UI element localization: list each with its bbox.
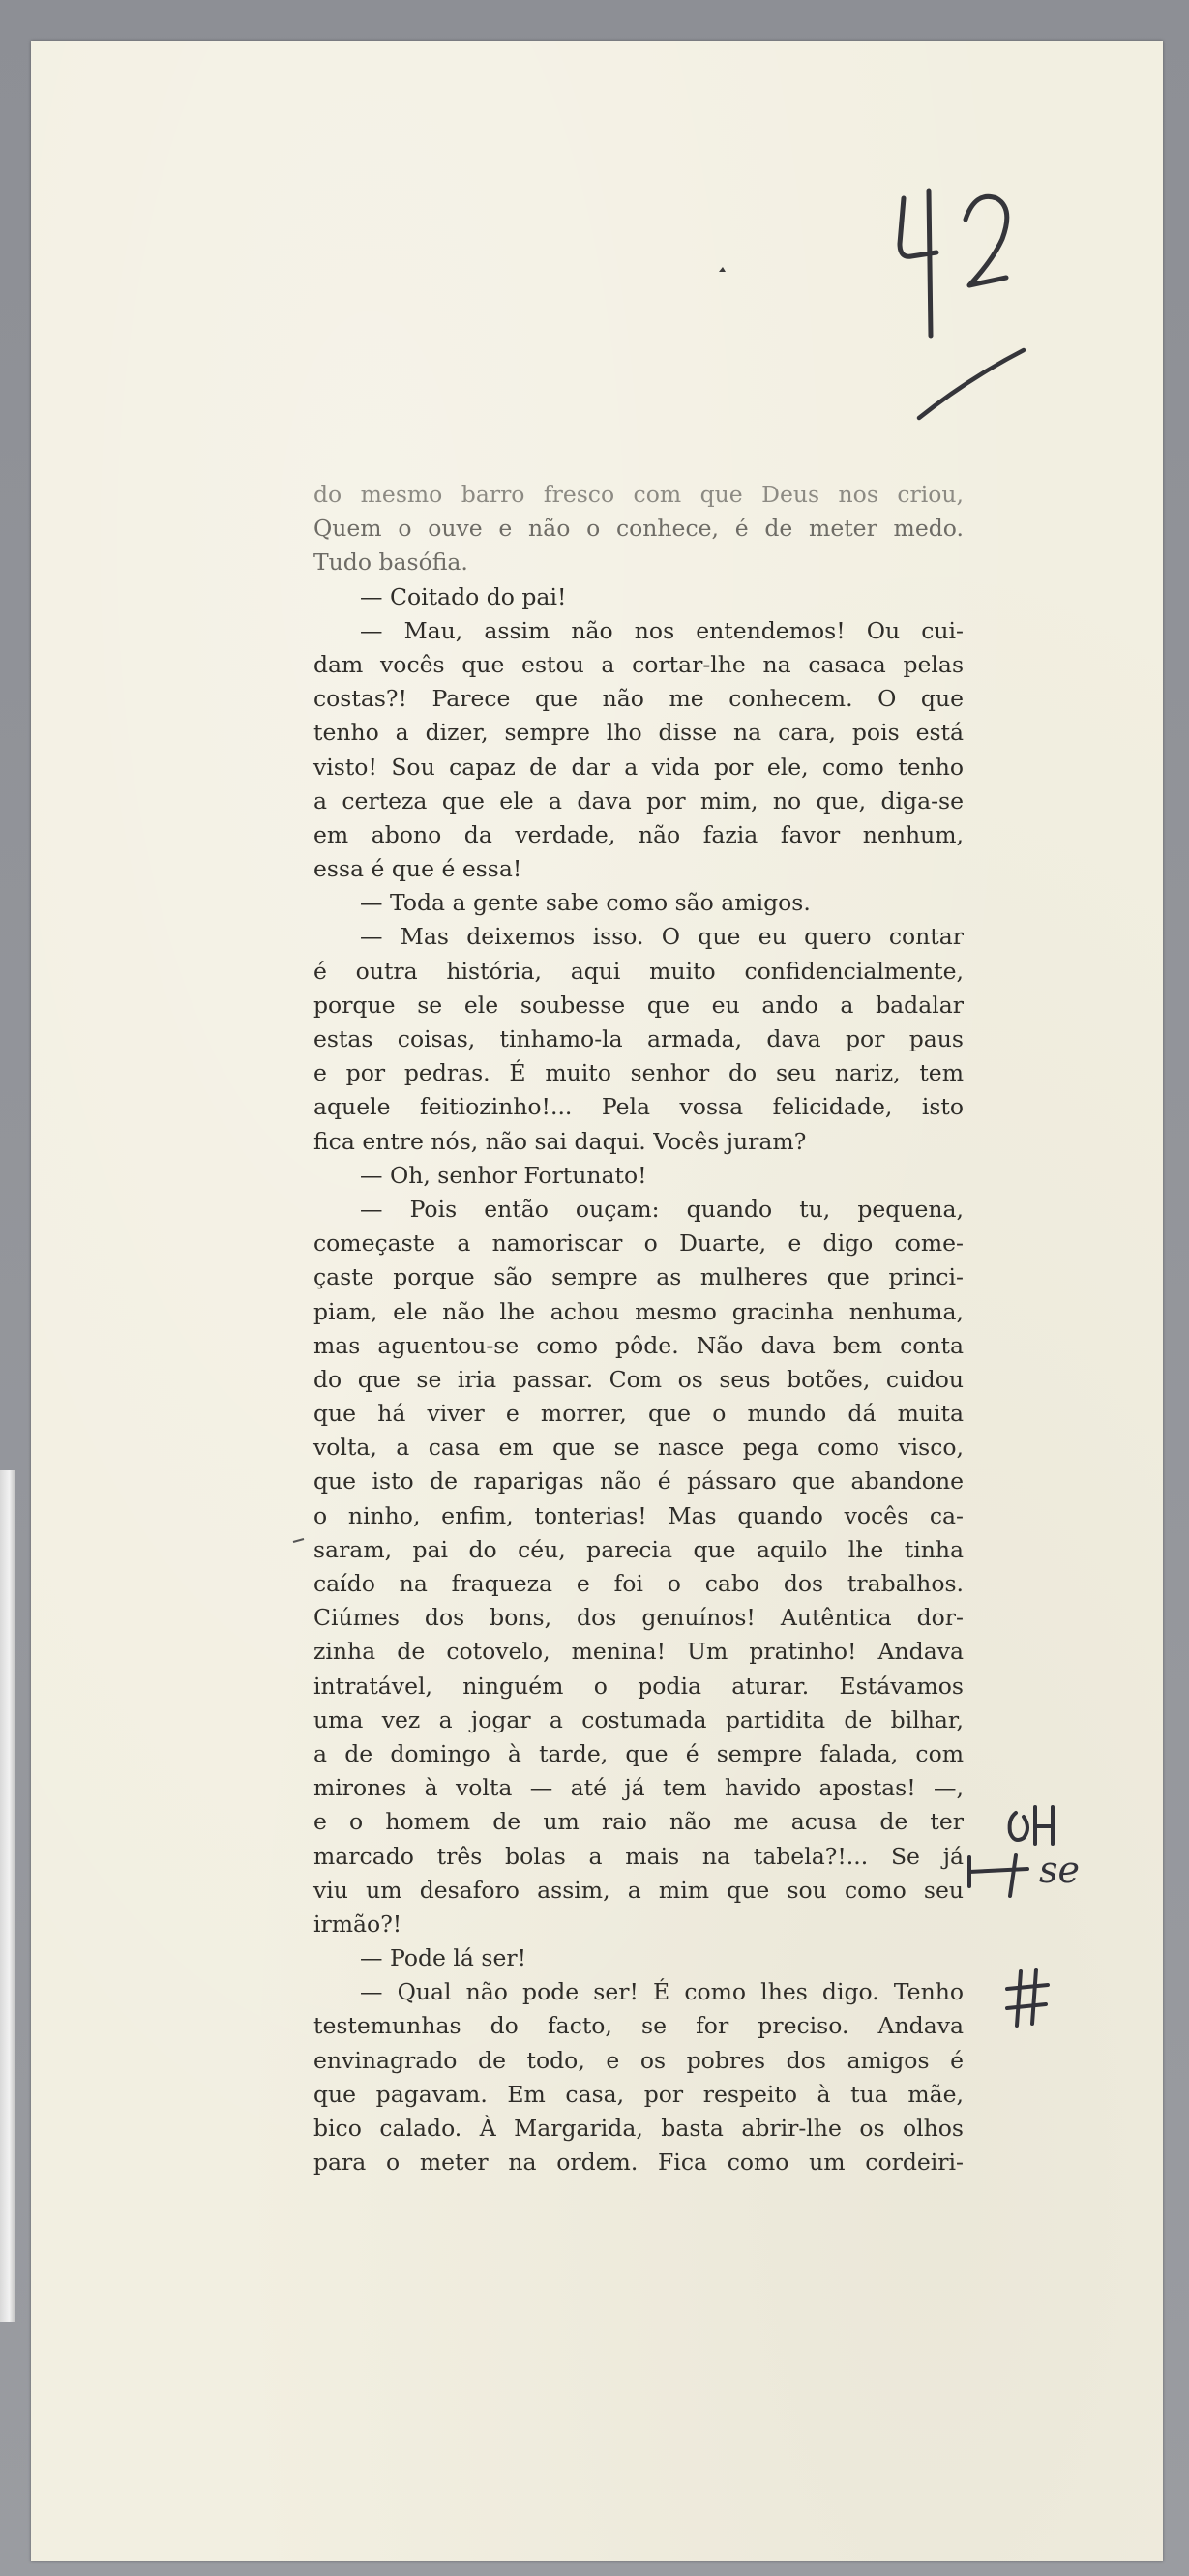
text-line: aquele feitiozinho!... Pela vossa felicidade, isto — [313, 1093, 964, 1121]
text-line: zinha de cotovelo, menina! Um pratinho! Andava — [313, 1638, 964, 1666]
paper-speck — [718, 266, 728, 274]
text-line: viu um desaforo assim, a mim que sou como seu — [313, 1876, 964, 1904]
text-line: e o homem de um raio não me acusa de ter — [313, 1808, 964, 1836]
text-line: dam vocês que estou a cortar-lhe na casaca pelas — [313, 650, 964, 678]
text-line: em abono da verdade, não fazia favor nenhum, — [313, 820, 964, 848]
text-line: que pagavam. Em casa, por respeito à tua mãe, — [313, 2080, 964, 2108]
scan-edge-strip — [0, 1470, 15, 2322]
text-line: porque se ele soubesse que eu ando a badalar — [313, 991, 964, 1019]
proofreading-mark-hash — [1003, 1966, 1052, 2033]
text-line: Ciúmes dos bons, dos genuínos! Autêntica dor- — [313, 1604, 964, 1632]
text-line: o ninho, enfim, tonterias! Mas quando vocês ca- — [313, 1501, 964, 1529]
text-line: — Coitado do pai! — [360, 582, 567, 610]
text-line: caído na fraqueza e foi o cabo dos trabalhos. — [313, 1570, 964, 1597]
text-line: que há viver e morrer, que o mundo dá muita — [313, 1400, 964, 1428]
text-line: que isto de raparigas não é pássaro que abandone — [313, 1467, 964, 1495]
text-line: piam, ele não lhe achou mesmo gracinha nenhuma, — [313, 1297, 964, 1325]
page-body-text — [313, 478, 964, 2179]
text-line: começaste a namoriscar o Duarte, e digo come- — [313, 1229, 964, 1258]
text-line: costas?! Parece que não me conhecem. O que — [313, 685, 964, 713]
text-line: volta, a casa em que se nasce pega como visco, — [313, 1434, 964, 1462]
text-line: estas coisas, tinhamo-la armada, dava por paus — [313, 1025, 964, 1052]
text-line: mas aguentou-se como pôde. Não dava bem conta — [313, 1331, 964, 1359]
text-line: envinagrado de todo, e os pobres dos amigos é — [313, 2046, 964, 2074]
text-line: — Mas deixemos isso. O que eu quero contar — [360, 923, 964, 951]
text-line: testemunhas do facto, se for preciso. Andava — [313, 2012, 964, 2040]
text-line: irmão?! — [313, 1910, 402, 1938]
text-line: — Pode lá ser! — [360, 1944, 527, 1972]
text-line: fica entre nós, não sai daqui. Vocês juram? — [313, 1127, 807, 1155]
text-line: marcado três bolas a mais na tabela?!... Se já — [313, 1842, 964, 1870]
text-line: saram, pai do céu, parecia que aquilo lhe tinha — [313, 1535, 964, 1563]
text-line: — Pois então ouçam: quando tu, pequena, — [360, 1195, 964, 1223]
text-line: para o meter na ordem. Fica como um cordeiri- — [313, 2148, 964, 2176]
text-line: intratável, ninguém o podia aturar. Estávamos — [313, 1672, 964, 1700]
text-line: mirones à volta — até já tem havido apostas! —, — [313, 1774, 964, 1802]
text-line: — Mau, assim não nos entendemos! Ou cui- — [360, 616, 964, 644]
document-page — [31, 41, 1163, 2561]
margin-note-text: se — [1039, 1849, 1080, 1891]
text-line: a certeza que ele a dava por mim, no que, diga-se — [313, 786, 964, 814]
text-line: — Oh, senhor Fortunato! — [360, 1161, 647, 1189]
text-line: Tudo basófia. — [313, 548, 468, 577]
proofreading-mark-insert — [960, 1799, 1115, 1983]
folio-number-handwritten — [861, 152, 1045, 442]
text-line: do mesmo barro fresco com que Deus nos criou, — [313, 481, 964, 508]
text-line: é outra história, aqui muito confidencialmente, — [313, 957, 964, 985]
text-line: do que se iria passar. Com os seus botões, cuidou — [313, 1365, 964, 1393]
text-line: çaste porque são sempre as mulheres que princi- — [313, 1263, 964, 1291]
text-line: essa é que é essa! — [313, 855, 522, 883]
text-line: e por pedras. É muito senhor do seu nariz, tem — [313, 1059, 964, 1087]
text-line: a de domingo à tarde, que é sempre falada, com — [313, 1739, 964, 1767]
text-line: visto! Sou capaz de dar a vida por ele, como tenho — [313, 753, 964, 781]
text-line: uma vez a jogar a costumada partidita de bilhar, — [313, 1705, 964, 1733]
text-line: bico calado. À Margarida, basta abrir-lhe os olhos — [313, 2115, 964, 2142]
text-line: — Toda a gente sabe como são amigos. — [360, 889, 811, 917]
text-line: — Qual não pode ser! É como lhes digo. Tenho — [360, 1978, 964, 2006]
text-line: tenho a dizer, sempre lho disse na cara, pois está — [313, 719, 964, 747]
text-line: Quem o ouve e não o conhece, é de meter medo. — [313, 515, 964, 543]
pencil-tick — [292, 1535, 306, 1545]
